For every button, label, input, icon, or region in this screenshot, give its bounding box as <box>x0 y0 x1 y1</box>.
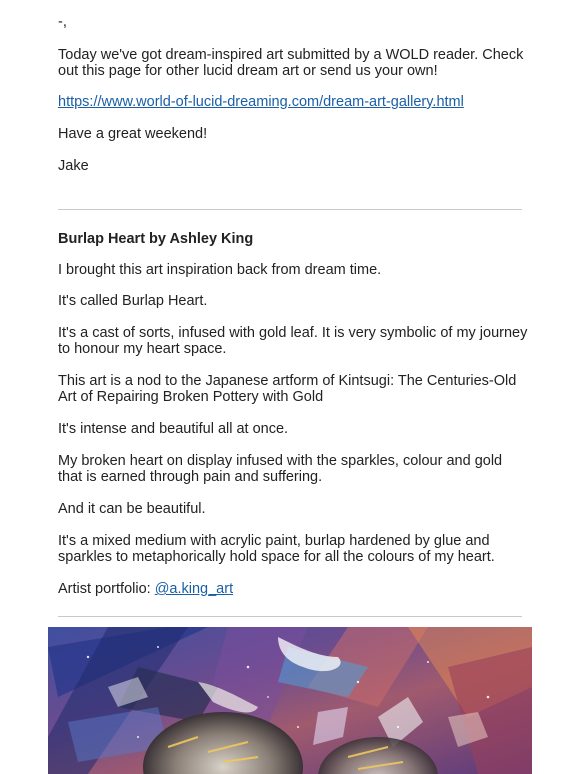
portfolio-paragraph <box>58 581 528 597</box>
artwork-image <box>48 627 532 774</box>
feature-paragraph: It's a mixed medium with acrylic paint, burlap hardened by glue and sparkles to metaphorically hold space for all the colours of my heart. <box>58 533 495 565</box>
gallery-link-paragraph <box>58 94 528 110</box>
feature-paragraph: My broken heart on display infused with the sparkles, colour and gold that is earned through pain and suffering. <box>58 453 503 485</box>
signoff-text: Have a great weekend! <box>58 126 208 142</box>
feature-paragraph: It's called Burlap Heart. <box>58 293 208 309</box>
signature-text: Jake <box>58 158 89 174</box>
section-divider <box>58 209 522 210</box>
greeting-text: -, <box>58 14 67 30</box>
portfolio-link[interactable]: @a.king_art <box>154 581 234 597</box>
feature-paragraph: It's a cast of sorts, infused with gold leaf. It is very symbolic of my journey to honour my heart space. <box>58 325 528 357</box>
section-divider <box>58 616 522 617</box>
portfolio-label: Artist portfolio: <box>58 581 155 597</box>
feature-paragraph: It's intense and beautiful all at once. <box>58 421 289 437</box>
feature-title: Burlap Heart by Ashley King <box>58 231 254 247</box>
feature-paragraph: This art is a nod to the Japanese artform of Kintsugi: The Centuries-Old Art of Repairing Broken Pottery with Gold <box>58 373 517 405</box>
feature-paragraph: I brought this art inspiration back from dream time. <box>58 262 382 278</box>
gallery-link[interactable]: https://www.world-of-lucid-dreaming.com/dream-art-gallery.html <box>58 94 464 110</box>
intro-paragraph: Today we've got dream-inspired art submitted by a WOLD reader. Check out this page for other lucid dream art or send us your own! <box>58 47 524 79</box>
feature-paragraph: And it can be beautiful. <box>58 501 206 517</box>
